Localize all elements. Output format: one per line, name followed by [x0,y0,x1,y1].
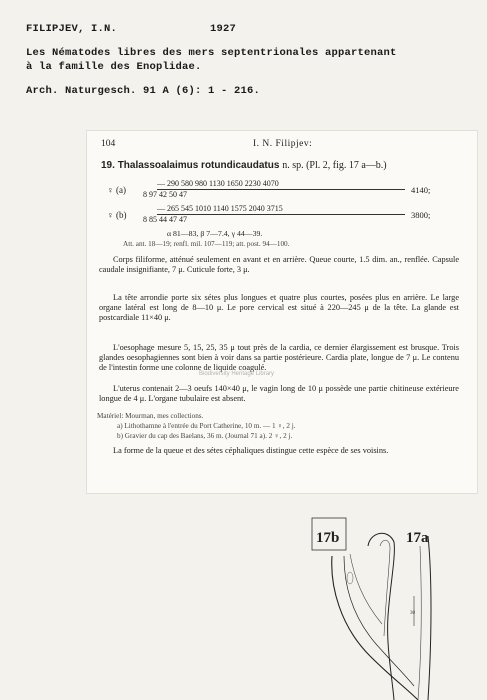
body-measurements: Att. ant. 18—19; renfl. mil. 107—119; att. post. 94—100. [123,240,290,248]
material-label: Matériel: Mourman, mes collections. [97,412,204,420]
species-name: Thalassoalaimus rotundicaudatus [117,160,280,171]
de-man-indices: α 81—83, β 7—7.4, γ 44—39. [167,229,263,238]
description-paragraph: L'oesophage mesure 5, 15, 25, 35 μ tout près de la cardia, ce dernier élargissement est brusque. Trois glandes oesophagiennes sont bien à voir dans sa partie postérieure. Cardia plate, longue de 7 μ. Le contenu de l'intestin forme une colonne de liquide coagulé. [99,343,459,373]
page-number: 104 [101,139,116,149]
species-note: n. sp. (Pl. 2, fig. 17 a—b.) [282,160,387,171]
formula-label: ♀ (a) [107,185,126,195]
description-paragraph: La tête arrondie porte six sétes plus longues et quatre plus courtes, posées plus en arrière. Le large organe latéral est long de 8—10 μ. Le pore cervical est situé à 220—245 μ de la tête. La glande est postcardiale 11×40 μ. [99,293,459,323]
citation-title [26,46,476,74]
citation-source: Arch. Naturgesch. 91 A (6): 1 - 216. [26,85,261,97]
material-entry: a) Lithothamne à l'entrée du Port Catherine, 10 m. — 1 ♀, 2 j. [117,422,296,430]
formula-result: 4140; [411,185,431,195]
description-paragraph: Corps filiforme, atténué seulement en avant et en arrière. Queue courte, 1.5 dim. an., renflée. Capsule caudale insignifiante, 7 μ. Cuticule forte, 3 μ. [99,255,459,275]
citation-title-line: Les Nématodes libres des mers septentrionales appartenant [26,47,397,59]
formula-label: ♀ (b) [107,210,127,220]
material-entry: b) Gravier du cap des Baelans, 36 m. (Journal 71 a). 2 ♀, 2 j. [117,432,293,440]
description-paragraph: La forme de la queue et des sétes céphaliques distingue cette espèce de ses voisins. [113,446,389,455]
figure-label-17a: 17a [406,530,429,546]
citation-year: 1927 [209,23,236,35]
citation-title-line: à la famille des Enoplidae. [26,61,202,73]
figure-label-17b: 17b [316,530,340,546]
citation-header [26,22,236,36]
scale-label: 30 [410,611,415,616]
scanned-page-excerpt [86,130,478,494]
nematode-figure [310,516,446,700]
species-number: 19. [101,160,115,171]
formula-denominator: 8 85 44 47 47 [143,215,187,224]
species-heading [101,161,387,171]
formula-numerator: — 290 580 980 1130 1650 2230 4070 [157,179,405,190]
description-paragraph: L'uterus contenait 2—3 oeufs 140×40 μ, le vagin long de 10 μ possède une partie chitineuse extérieure longue de 4 μ. L'organe tubulaire est absent. [99,384,459,404]
running-head-author: I. N. Filipjev: [253,139,313,149]
formula-numerator: — 265 545 1010 1140 1575 2040 3715 [157,204,405,215]
citation-block [26,22,476,98]
formula-denominator: 8 97 42 50 47 [143,190,187,199]
citation-author: FILIPJEV, I.N. [26,23,118,35]
library-watermark: Biodiversity Heritage Library [199,371,275,377]
formula-result: 3800; [411,210,431,220]
